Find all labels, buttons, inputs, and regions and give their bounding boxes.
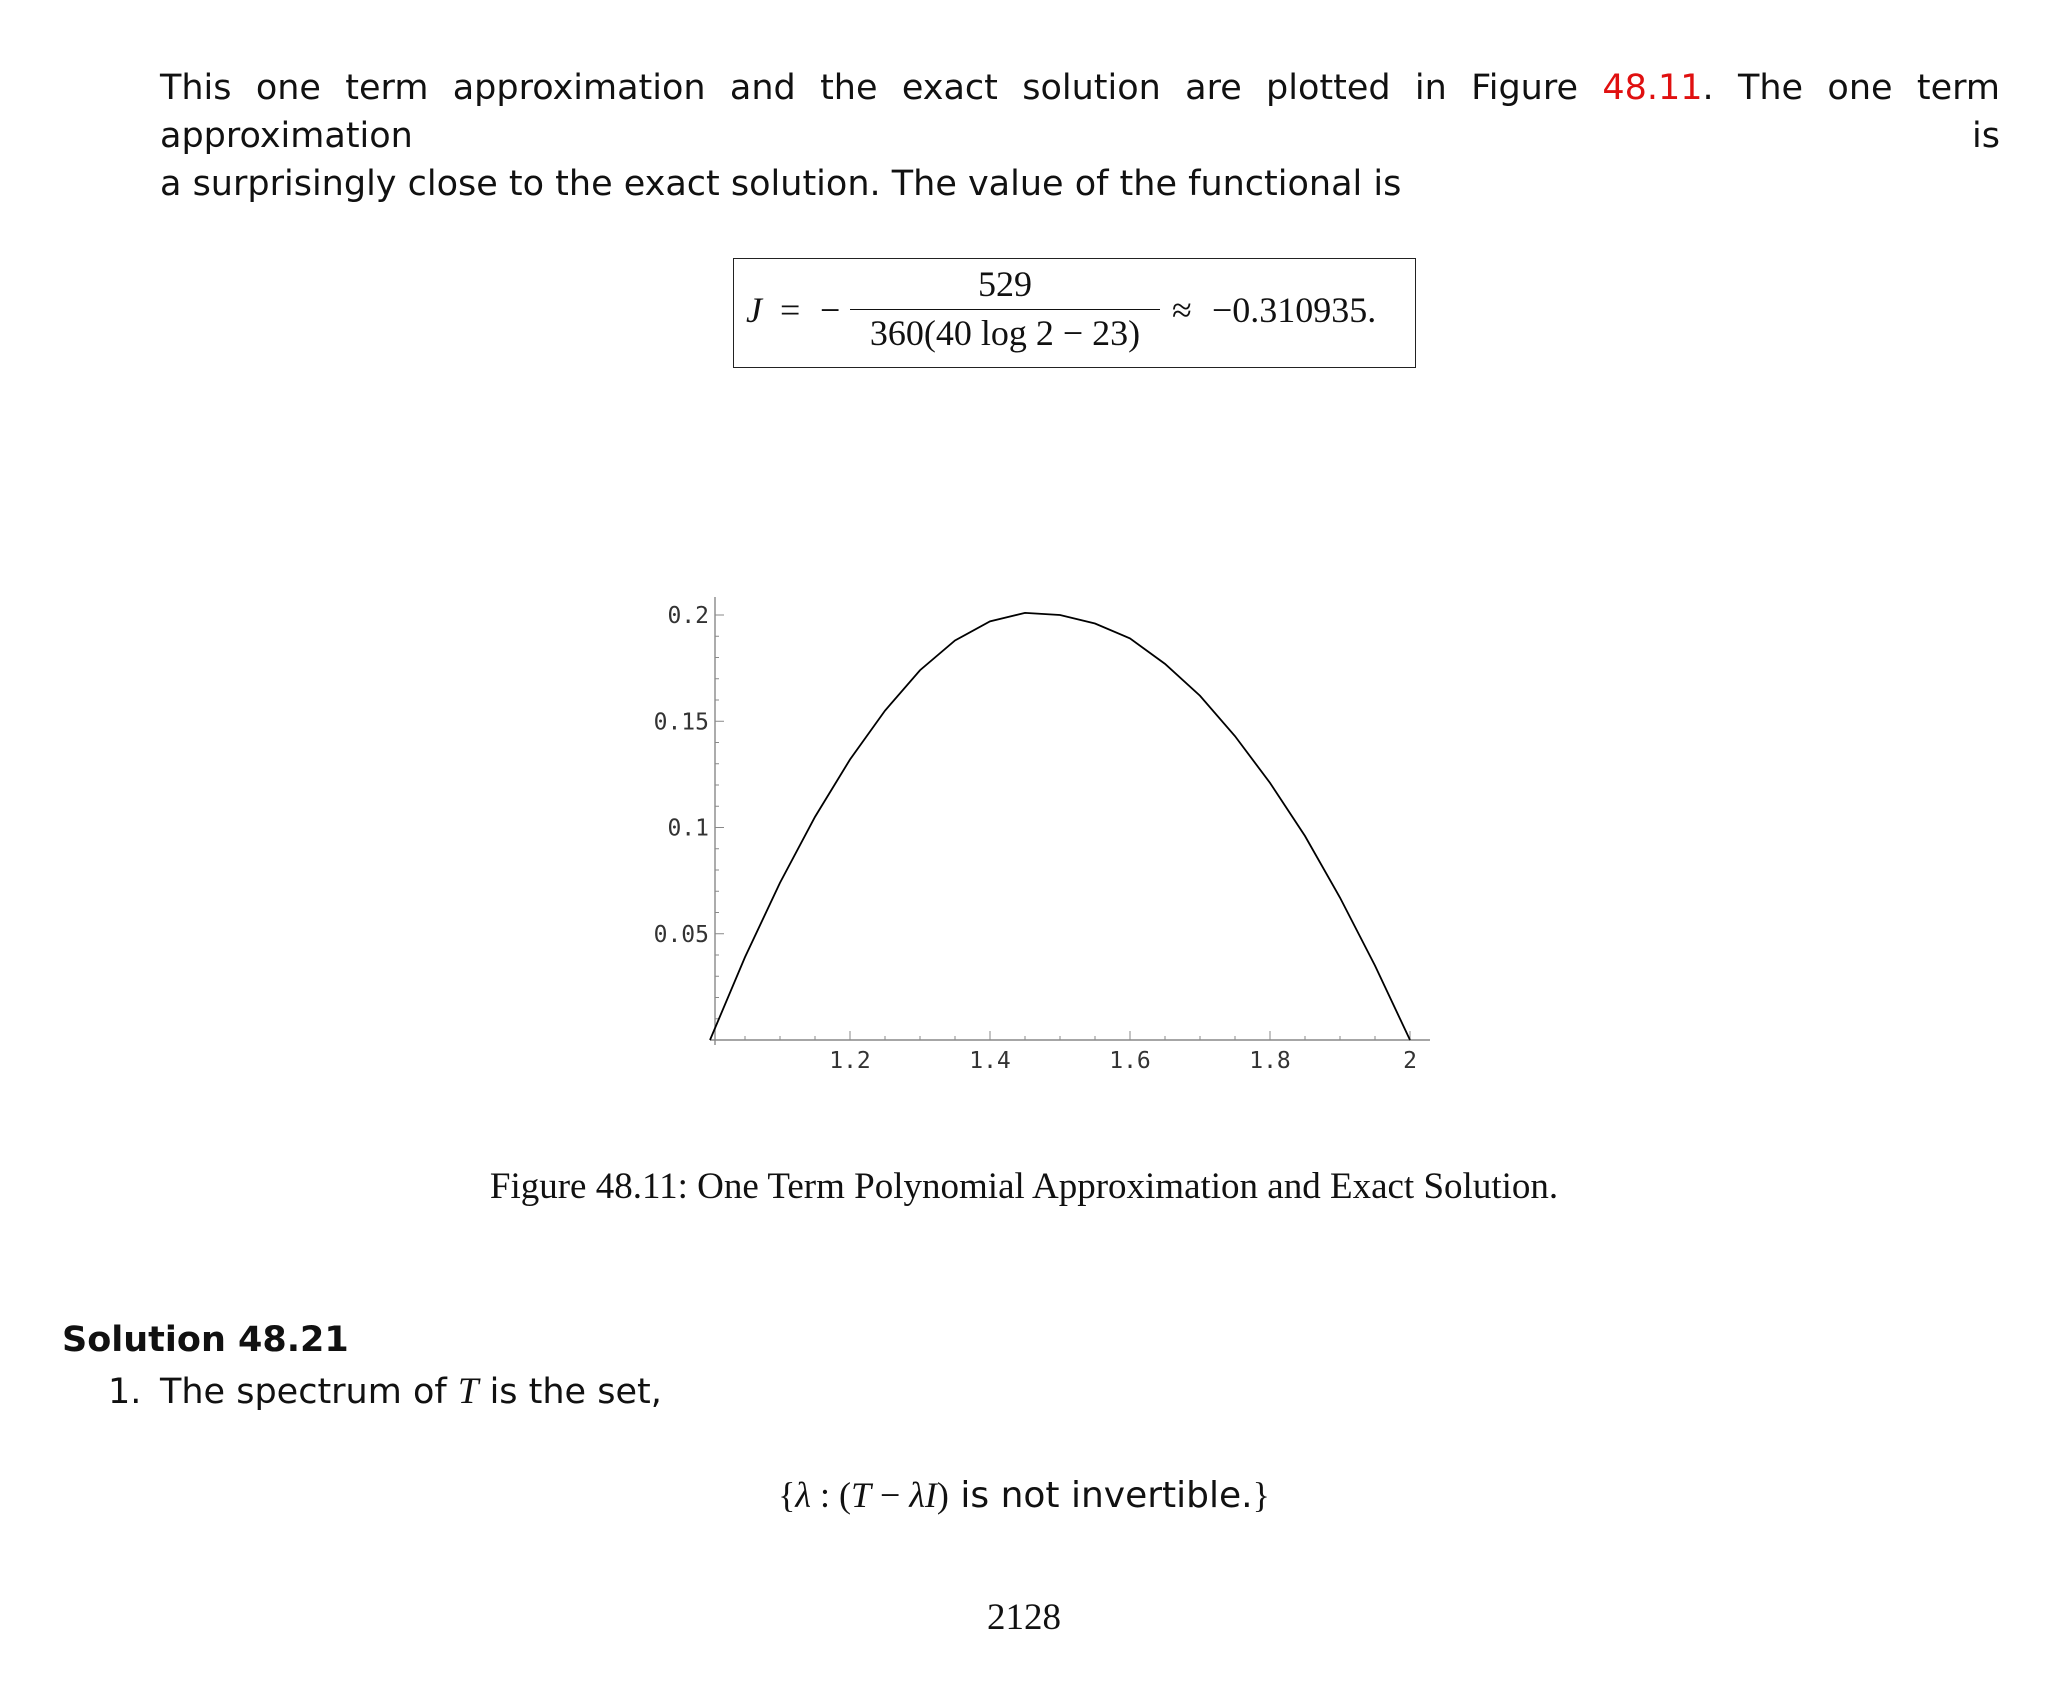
intro-line-2: a surprisingly close to the exact solution. The value of the functional is (160, 164, 1402, 204)
set-paren-open: ( (838, 1475, 851, 1515)
x-tick-label: 1.4 (969, 1048, 1011, 1074)
set-paren-close: ) (936, 1475, 949, 1515)
y-tick-label: 0.15 (653, 709, 709, 736)
solution-plot (610, 585, 1450, 1075)
eq-fraction-bar (850, 309, 1160, 310)
set-colon: : (810, 1475, 839, 1515)
solution-curve (710, 613, 1410, 1040)
figure-caption: Figure 48.11: One Term Polynomial Approximation and Exact Solution. (489, 1166, 1559, 1207)
x-tick-label: 1.8 (1249, 1048, 1291, 1074)
eq-denominator: 360(40 log 2 − 23) (869, 313, 1141, 353)
y-tick-label: 0.2 (667, 603, 709, 629)
eq-value: −0.310935. (1212, 290, 1377, 330)
functional-equation-box (733, 258, 1416, 368)
figure-ref-link[interactable]: 48.11 (1602, 68, 1703, 108)
eq-numerator: 529 (978, 264, 1032, 304)
solution-item-1 (108, 1370, 662, 1413)
item-number: 1. (108, 1372, 142, 1412)
x-tick-label: 1.2 (829, 1048, 871, 1074)
set-text: is not invertible. (948, 1475, 1253, 1516)
spectrum-set (0, 1474, 2048, 1516)
plot-tick-labels (654, 603, 1417, 1074)
eq-lhs: J (746, 290, 762, 330)
x-tick-label: 1.6 (1109, 1048, 1151, 1074)
page-number: 2128 (987, 1597, 1061, 1638)
eq-fraction (850, 263, 1160, 354)
eq-minus: − (820, 290, 841, 330)
plot-axes (710, 597, 1430, 1045)
set-T: T (850, 1475, 872, 1515)
y-tick-label: 0.05 (653, 921, 709, 948)
set-close-brace: } (1252, 1475, 1270, 1515)
solution-heading: Solution 48.21 (62, 1320, 349, 1360)
eq-equals: = (780, 290, 801, 330)
set-minus: − (871, 1475, 910, 1515)
item-text-after: is the set, (489, 1372, 662, 1412)
item-variable-T: T (457, 1371, 479, 1412)
set-open-brace: { (778, 1475, 796, 1515)
set-lambda-I: λI (909, 1475, 937, 1515)
x-tick-label: 2 (1403, 1048, 1417, 1074)
intro-text-before-ref: This one term approximation and the exact solution are plotted in Figure (160, 68, 1579, 108)
item-text-before: The spectrum of (160, 1372, 447, 1412)
intro-paragraph (160, 64, 2000, 208)
eq-approx: ≈ (1172, 290, 1192, 330)
intro-line-1 (160, 64, 2000, 160)
set-lambda: λ (795, 1475, 811, 1515)
plot-ticks (715, 615, 1410, 1040)
y-tick-label: 0.1 (667, 815, 709, 842)
intro-text-after-ref: . The one term approximation is (160, 68, 2000, 156)
